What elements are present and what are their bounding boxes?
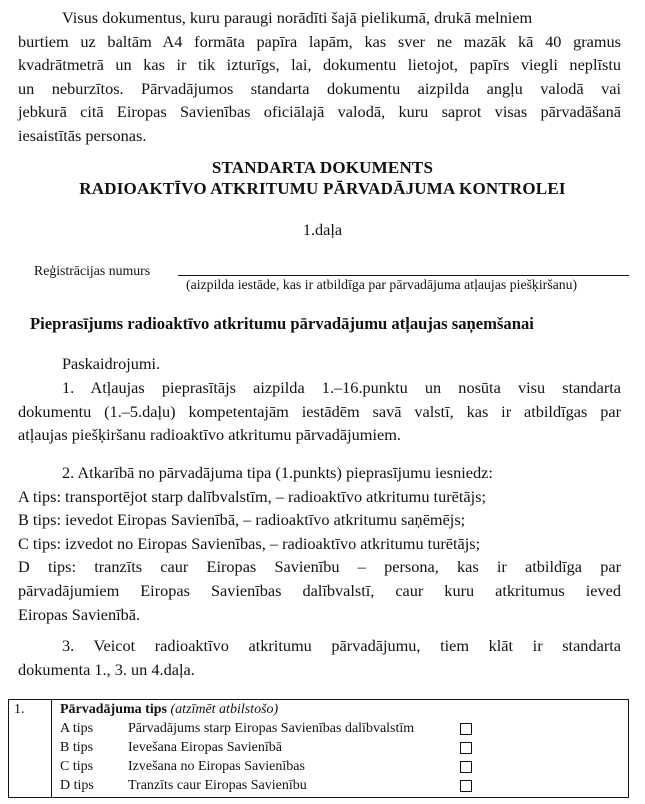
option-type-label: B tips <box>60 740 94 755</box>
part-label: 1.daļa <box>302 220 343 239</box>
option-description: Pārvadājums starp Eiropas Savienības dalībvalstīm <box>128 721 415 736</box>
transport-option-a[interactable] <box>60 719 628 738</box>
type-a-line: A tips: transportējot starp dalībvalstīm, – radioaktīvo atkritumu turētājs; <box>18 486 487 506</box>
checkbox[interactable] <box>460 723 472 735</box>
option-type-label: A tips <box>60 721 94 736</box>
type-c-line: C tips: izvedot no Eiropas Savienības, – radioaktīvo atkritumu turētājs; <box>18 533 481 553</box>
transport-type-instruction: (atzīmēt atbilstošo) <box>170 702 279 717</box>
intro-line: Visus dokumentus, kuru paraugi norādīti šajā pielikumā, drukā melniem <box>62 8 533 27</box>
section-subheading: Pieprasījums radioaktīvo atkritumu pārvadājumu atļaujas saņemšanai <box>30 314 534 333</box>
checkbox[interactable] <box>460 742 472 754</box>
type-b-line: B tips: ievedot Eiropas Savienībā, – radioaktīvo atkritumu saņēmējs; <box>18 510 466 530</box>
registration-note: (aizpilda iestāde, kas ir atbildīga par pārvadājuma atļaujas piešķiršanu) <box>186 277 578 292</box>
option-type-label: D tips <box>60 778 94 793</box>
checkbox[interactable] <box>460 761 472 773</box>
transport-option-b[interactable] <box>60 738 628 757</box>
registration-label: Reģistrācijas numurs <box>34 263 151 278</box>
option-description: Ievešana Eiropas Savienībā <box>128 740 282 755</box>
transport-type-heading <box>60 700 628 719</box>
explanations-heading: Paskaidrojumi. <box>62 354 161 373</box>
explanation-item-2 <box>18 461 621 626</box>
intro-line: iesaistītās personas. <box>18 125 147 145</box>
checkbox[interactable] <box>460 780 472 792</box>
transport-option-c[interactable] <box>60 757 628 776</box>
explanation-line: dokumentu (1.–5.daļu) kompetentajām iestādēm savā valstī, kas ir atbildīgas par <box>18 401 621 421</box>
transport-option-d[interactable] <box>60 776 628 795</box>
option-description: Izvešana no Eiropas Savienības <box>128 759 305 774</box>
intro-line: burtiem uz baltām A4 formāta papīra lapām, kas sver ne mazāk kā 40 gramus <box>18 31 621 51</box>
explanation-item-3 <box>18 634 621 681</box>
explanation-line: 2. Atkarībā no pārvadājuma tipa (1.punkts) pieprasījumu iesniedz: <box>62 463 493 482</box>
document-title-line2: RADIOAKTĪVO ATKRITUMU PĀRVADĀJUMA KONTROLEI <box>79 179 566 198</box>
intro-line: jebkurā citā Eiropas Savienības oficiālajā valodā, kuru saprot visas pārvadāšanā <box>18 102 621 122</box>
option-type-label: C tips <box>60 759 94 774</box>
transport-type-title: Pārvadājuma tips <box>60 702 167 717</box>
explanation-line: atļaujas piešķiršanu radioaktīvo atkritumu pārvadājumiem. <box>18 425 401 445</box>
type-d-line: D tips: tranzīts caur Eiropas Savienību – persona, kas ir atbildīga par <box>18 557 621 577</box>
type-d-line: Eiropas Savienībā. <box>18 604 141 624</box>
document-title-line1: STANDARTA DOKUMENTS <box>211 158 434 177</box>
intro-paragraph <box>18 6 621 148</box>
explanation-line: 3. Veicot radioaktīvo atkritumu pārvadājumu, tiem klāt ir standarta <box>62 636 621 655</box>
intro-line: kvadrātmetrā un kas ir tik izturīgs, lai, dokumentu lietojot, papīrs viegli neplīstu <box>18 55 621 75</box>
section-number: 1. <box>9 700 52 798</box>
explanation-item-1 <box>18 376 621 447</box>
transport-type-cell <box>52 700 629 798</box>
option-description: Tranzīts caur Eiropas Savienību <box>128 778 307 793</box>
explanation-line: dokumenta 1., 3. un 4.daļa. <box>18 659 195 679</box>
type-d-line: pārvadājumiem Eiropas Savienības dalībvalstī, caur kuru atkritumus ieved <box>18 580 621 600</box>
intro-line: un neburzītos. Pārvadājumos standarta dokumentu aizpilda angļu valodā vai <box>18 78 621 98</box>
explanation-line: 1. Atļaujas pieprasītājs aizpilda 1.–16.punktu un nosūta visu standarta <box>62 378 621 397</box>
transport-type-table <box>8 699 629 798</box>
